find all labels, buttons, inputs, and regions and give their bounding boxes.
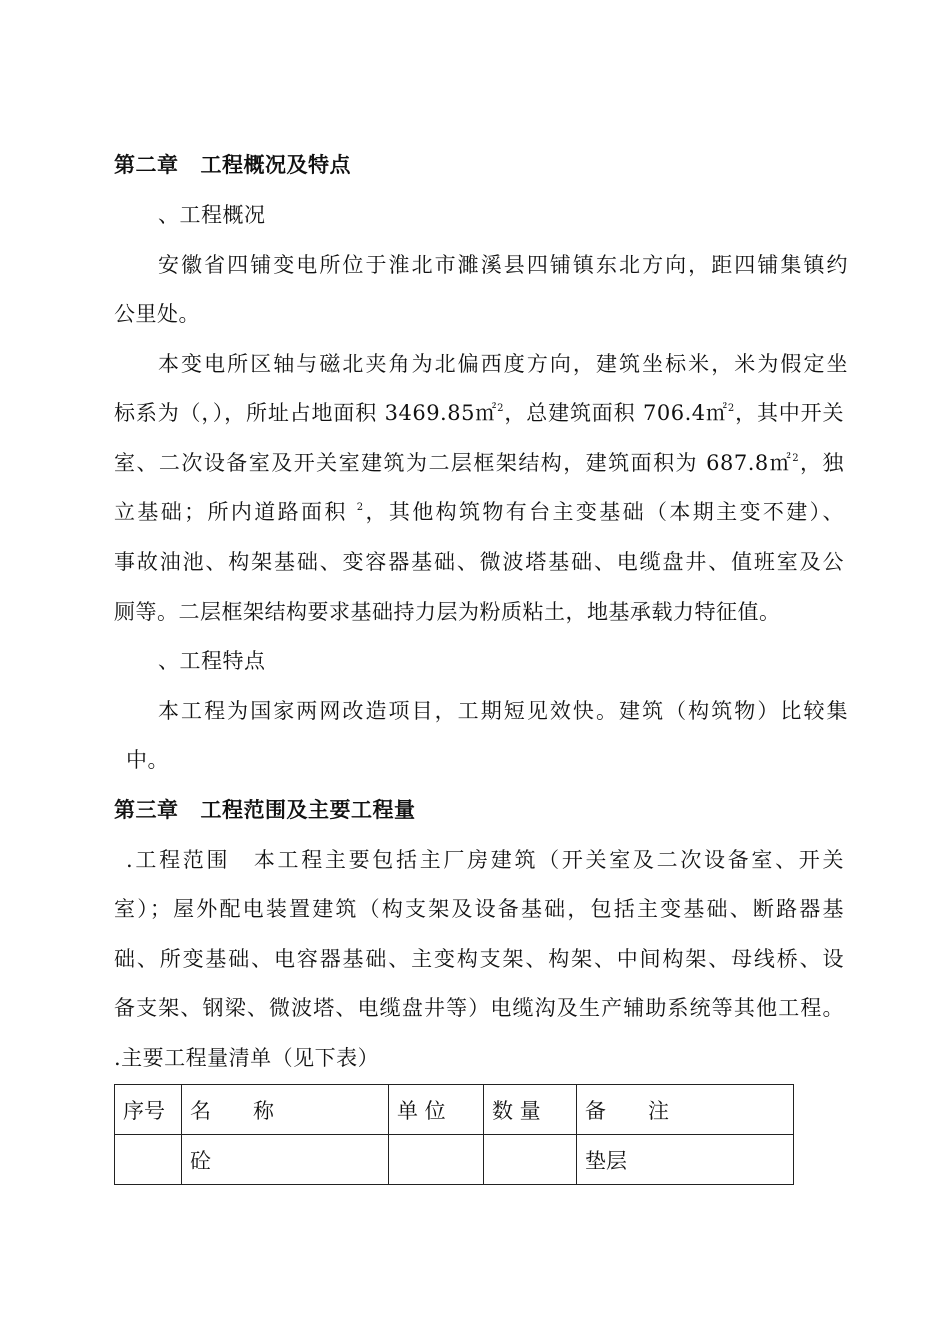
- chapter2-prefix: 第二章: [114, 153, 179, 177]
- overview-p2-line2-b: ，总建筑面积 706.4㎡: [504, 401, 728, 425]
- area-superscript: 2: [356, 502, 364, 513]
- scope-p-line2: 室）；屋外配电装置建筑（构支架及设备基础，包括主变基础、断路器基: [114, 897, 844, 921]
- overview-p2-line4-b: ，其他构筑物有台主变基础（本期主变不建）、: [363, 500, 844, 524]
- quantity-list-title: .主要工程量清单（见下表）: [114, 1046, 380, 1070]
- scope-p-line1: .工程范围 本工程主要包括主厂房建筑（开关室及二次设备室、开关: [126, 848, 844, 872]
- area-superscript: 2: [497, 403, 505, 414]
- header-cell-remarks: 备 注: [577, 1085, 794, 1135]
- header-cell-quantity: 数 量: [484, 1085, 577, 1135]
- chapter3-heading: [114, 795, 844, 825]
- scope-p-line3: 础、所变基础、电容器基础、主变构支架、构架、中间构架、母线桥、设: [114, 947, 844, 971]
- chapter2-heading: [114, 150, 844, 180]
- overview-p2-line2: [114, 398, 844, 428]
- header-cell-name: 名 称: [182, 1085, 389, 1135]
- header-cell-unit: 单 位: [389, 1085, 484, 1135]
- table-row: [115, 1135, 794, 1185]
- overview-p2-line3-b: ，独: [799, 451, 845, 475]
- overview-p2-line3: [114, 448, 844, 478]
- chapter2-title: 工程概况及特点: [200, 153, 351, 177]
- section-overview-title: 、工程概况: [158, 203, 266, 227]
- area-superscript: 2: [727, 403, 735, 414]
- table-cell: [115, 1135, 182, 1185]
- table-cell: 砼: [182, 1135, 389, 1185]
- features-p-line2: 中。: [126, 748, 169, 772]
- overview-p2-line4: [114, 497, 844, 527]
- scope-p-line4: 备支架、钢梁、微波塔、电缆盘井等）电缆沟及生产辅助系统等其他工程。: [114, 996, 844, 1020]
- chapter3-title: 工程范围及主要工程量: [200, 798, 416, 822]
- table-header-row: [115, 1085, 794, 1135]
- table-cell: [389, 1135, 484, 1185]
- quantity-table: [114, 1084, 794, 1185]
- table-cell: [484, 1135, 577, 1185]
- features-p-line1: 本工程为国家两网改造项目，工期短见效快。建筑（构筑物）比较集: [158, 699, 848, 723]
- overview-p2-line6: 厕等。二层框架结构要求基础持力层为粉质粘土，地基承载力特征值。: [114, 600, 781, 624]
- overview-p2-line4-a: 立基础；所内道路面积: [114, 500, 357, 524]
- table-cell: 垫层: [577, 1135, 794, 1185]
- overview-p2-line2-a: 标系为（，），所址占地面积 3469.85㎡: [114, 401, 498, 425]
- section-features-title: 、工程特点: [158, 649, 266, 673]
- overview-p2-line5: 事故油池、构架基础、变容器基础、微波塔基础、电缆盘井、值班室及公: [114, 550, 844, 574]
- overview-p2-line3-a: 室、二次设备室及开关室建筑为二层框架结构，建筑面积为 687.8㎡: [114, 451, 793, 475]
- header-cell-index: 序号: [115, 1085, 182, 1135]
- overview-p2-line2-c: ，其中开关: [734, 401, 845, 425]
- overview-p2-line1: 本变电所区轴与磁北夹角为北偏西度方向，建筑坐标米，米为假定坐: [158, 352, 848, 376]
- chapter3-prefix: 第三章: [114, 798, 179, 822]
- overview-p1-line2: 公里处。: [114, 302, 200, 326]
- overview-p1-line1: 安徽省四铺变电所位于淮北市濉溪县四铺镇东北方向，距四铺集镇约: [158, 253, 848, 277]
- area-superscript: 2: [792, 453, 800, 464]
